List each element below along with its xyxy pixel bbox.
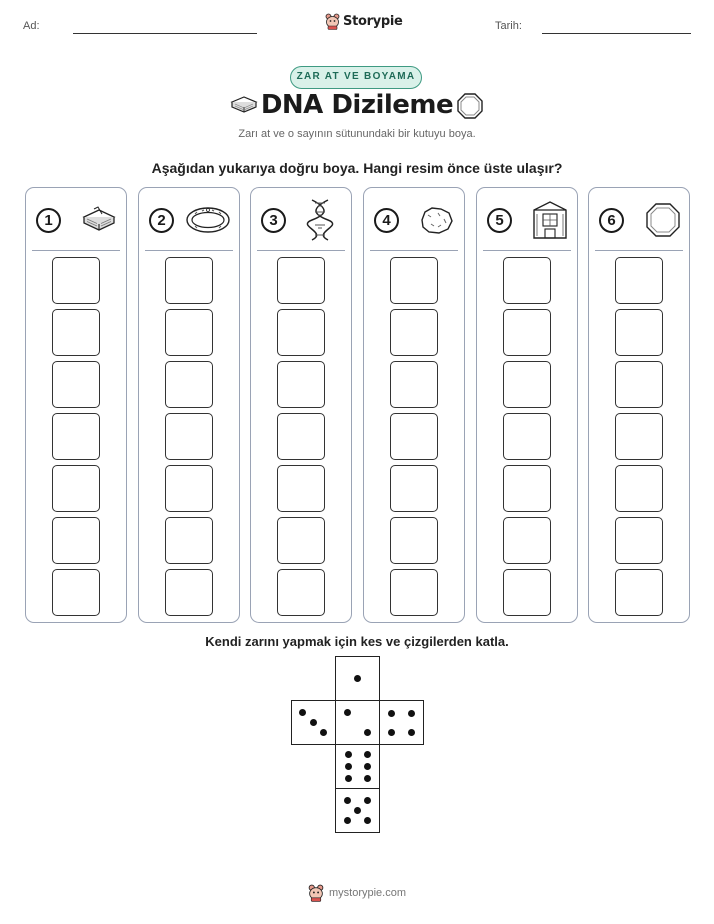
color-box[interactable] xyxy=(52,413,100,460)
date-label: Tarih: xyxy=(495,20,522,32)
column-divider xyxy=(483,250,571,251)
color-box[interactable] xyxy=(390,517,438,564)
column-divider xyxy=(32,250,120,251)
column-divider xyxy=(145,250,233,251)
page-title: DNA Dizileme xyxy=(260,90,454,120)
color-box[interactable] xyxy=(503,465,551,512)
color-box[interactable] xyxy=(390,257,438,304)
color-box[interactable] xyxy=(277,465,325,512)
color-box[interactable] xyxy=(52,257,100,304)
footer-url[interactable]: mystorypie.com xyxy=(329,887,407,899)
color-box[interactable] xyxy=(277,361,325,408)
brand-logo: Storypie xyxy=(325,13,403,30)
color-box[interactable] xyxy=(277,309,325,356)
color-box[interactable] xyxy=(503,569,551,616)
column-number: 5 xyxy=(487,208,512,233)
color-box[interactable] xyxy=(390,465,438,512)
color-box[interactable] xyxy=(165,569,213,616)
column-5 xyxy=(476,187,578,623)
column-divider xyxy=(370,250,458,251)
color-box[interactable] xyxy=(390,569,438,616)
dna-helix-icon xyxy=(303,198,337,242)
color-box[interactable] xyxy=(615,413,663,460)
color-box[interactable] xyxy=(277,569,325,616)
color-box[interactable] xyxy=(615,309,663,356)
color-box[interactable] xyxy=(503,309,551,356)
octagon-icon xyxy=(456,93,484,119)
activity-badge: ZAR AT VE BOYAMA xyxy=(290,66,422,89)
dice-face-one xyxy=(335,656,380,701)
building-icon xyxy=(531,200,569,240)
color-box[interactable] xyxy=(52,517,100,564)
book-icon xyxy=(80,205,118,235)
color-box[interactable] xyxy=(503,413,551,460)
color-box[interactable] xyxy=(503,257,551,304)
column-number: 6 xyxy=(599,208,624,233)
column-number: 2 xyxy=(149,208,174,233)
cut-instruction: Kendi zarını yapmak için kes ve çizgilerden katla. xyxy=(205,634,509,649)
dice-face-five xyxy=(335,788,380,833)
column-4 xyxy=(363,187,465,623)
date-line xyxy=(542,33,691,34)
color-box[interactable] xyxy=(52,569,100,616)
color-box[interactable] xyxy=(165,309,213,356)
color-box[interactable] xyxy=(52,361,100,408)
color-box[interactable] xyxy=(503,361,551,408)
dice-face-six xyxy=(335,744,380,789)
dice-face-four xyxy=(379,700,424,745)
column-2 xyxy=(138,187,240,623)
octagon-icon xyxy=(645,202,681,238)
color-box[interactable] xyxy=(615,361,663,408)
color-box[interactable] xyxy=(503,517,551,564)
rock-icon xyxy=(416,204,456,236)
column-1 xyxy=(25,187,127,623)
color-box[interactable] xyxy=(165,465,213,512)
footer xyxy=(308,884,406,902)
color-box[interactable] xyxy=(52,465,100,512)
color-box[interactable] xyxy=(390,309,438,356)
dice-face-two xyxy=(335,700,380,745)
color-box[interactable] xyxy=(615,257,663,304)
color-box[interactable] xyxy=(390,361,438,408)
color-box[interactable] xyxy=(165,257,213,304)
dice-face-three xyxy=(291,700,336,745)
storypie-mascot-icon xyxy=(308,884,324,902)
color-box[interactable] xyxy=(615,517,663,564)
color-box[interactable] xyxy=(277,257,325,304)
column-6 xyxy=(588,187,690,623)
color-box[interactable] xyxy=(52,309,100,356)
name-line xyxy=(73,33,257,34)
column-3 xyxy=(250,187,352,623)
color-box[interactable] xyxy=(277,517,325,564)
color-box[interactable] xyxy=(615,569,663,616)
column-number: 4 xyxy=(374,208,399,233)
storypie-mascot-icon xyxy=(325,13,340,30)
color-box[interactable] xyxy=(165,517,213,564)
column-number: 1 xyxy=(36,208,61,233)
ring-icon xyxy=(185,205,231,235)
instruction: Aşağıdan yukarıya doğru boya. Hangi resim önce üste ulaşır? xyxy=(151,160,563,176)
color-box[interactable] xyxy=(165,413,213,460)
column-divider xyxy=(257,250,345,251)
color-box[interactable] xyxy=(165,361,213,408)
column-divider xyxy=(595,250,683,251)
column-number: 3 xyxy=(261,208,286,233)
color-box[interactable] xyxy=(615,465,663,512)
color-box[interactable] xyxy=(277,413,325,460)
name-label: Ad: xyxy=(23,20,40,32)
color-box[interactable] xyxy=(390,413,438,460)
subtitle: Zarı at ve o sayının sütunundaki bir kutuyu boya. xyxy=(238,128,476,140)
